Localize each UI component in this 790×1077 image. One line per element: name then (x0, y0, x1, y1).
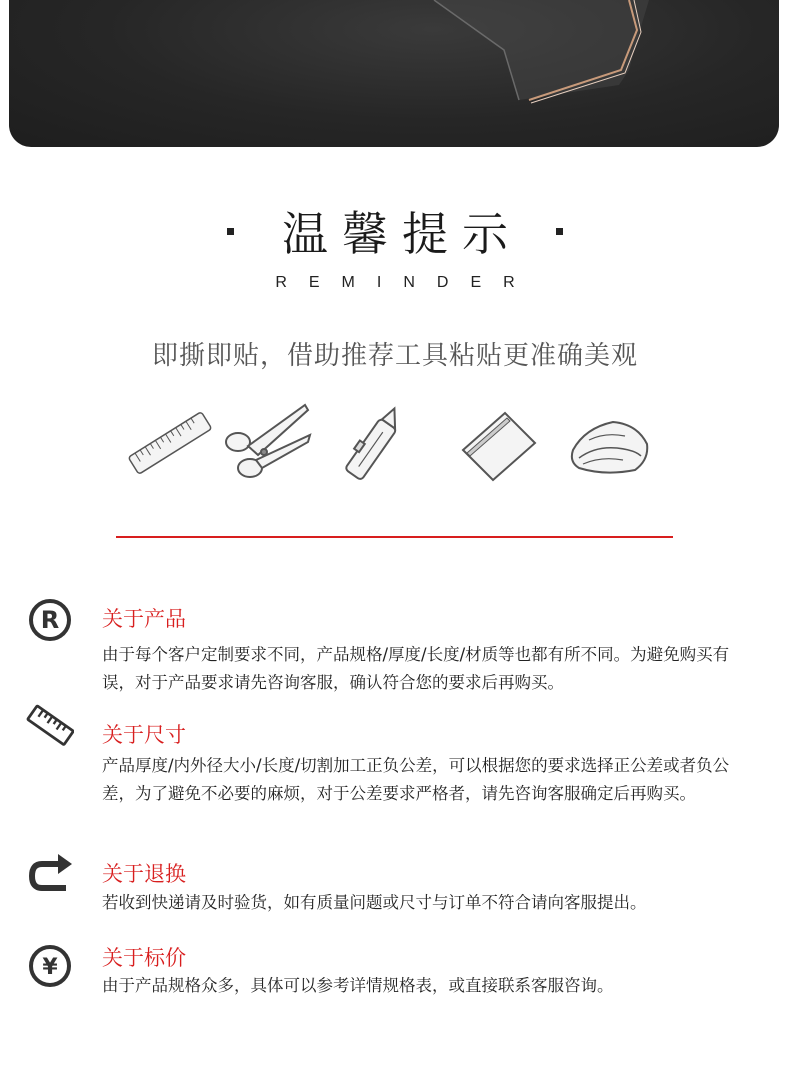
yen-icon (26, 942, 74, 990)
card-icon (455, 405, 540, 485)
ruler-icon (125, 403, 215, 483)
cloth-icon (565, 410, 655, 485)
return-arrow-icon (26, 850, 74, 898)
reminder-title (0, 198, 790, 264)
title-text: 温馨提示 (282, 207, 522, 261)
tip-line: 即撕即贴，借助推荐工具粘贴更准确美观 (151, 341, 638, 371)
scissors-icon (220, 400, 315, 485)
section-title-size: 关于尺寸 (102, 723, 186, 747)
title-dot-left (227, 228, 234, 235)
subtitle: REMINDER (275, 274, 537, 291)
title-dot-right (556, 228, 563, 235)
section-title-price: 关于标价 (102, 946, 186, 970)
registered-icon (26, 596, 74, 644)
section-body-price: 由于产品规格众多，具体可以参考详情规格表，或直接联系客服咨询。 (102, 976, 614, 995)
section-body-product: 由于每个客户定制要求不同，产品规格/厚度/长度/材质等也都有所不同。为避免购买有误，对于产品要求请先咨询客服，确认符合您的要求后再购买。 (102, 645, 730, 692)
section-body-size: 产品厚度/内外径大小/长度/切割加工正负公差，可以根据您的要求选择正公差或者负公差，为了避免不必要的麻烦，对于公差要求严格者，请先咨询客服确定后再购买。 (102, 756, 730, 803)
section-title-return: 关于退换 (102, 862, 186, 886)
section-body-return: 若收到快递请及时验货，如有质量问题或尺寸与订单不符合请向客服提出。 (102, 893, 647, 912)
product-photo (9, 0, 779, 147)
tools-illustration (120, 395, 660, 495)
section-title-product: 关于产品 (102, 607, 186, 631)
utility-knife-icon (330, 400, 420, 485)
svg-text:R: R (40, 606, 60, 634)
divider-line (116, 536, 673, 538)
svg-text:¥: ¥ (42, 955, 58, 980)
ruler-icon (26, 702, 74, 750)
